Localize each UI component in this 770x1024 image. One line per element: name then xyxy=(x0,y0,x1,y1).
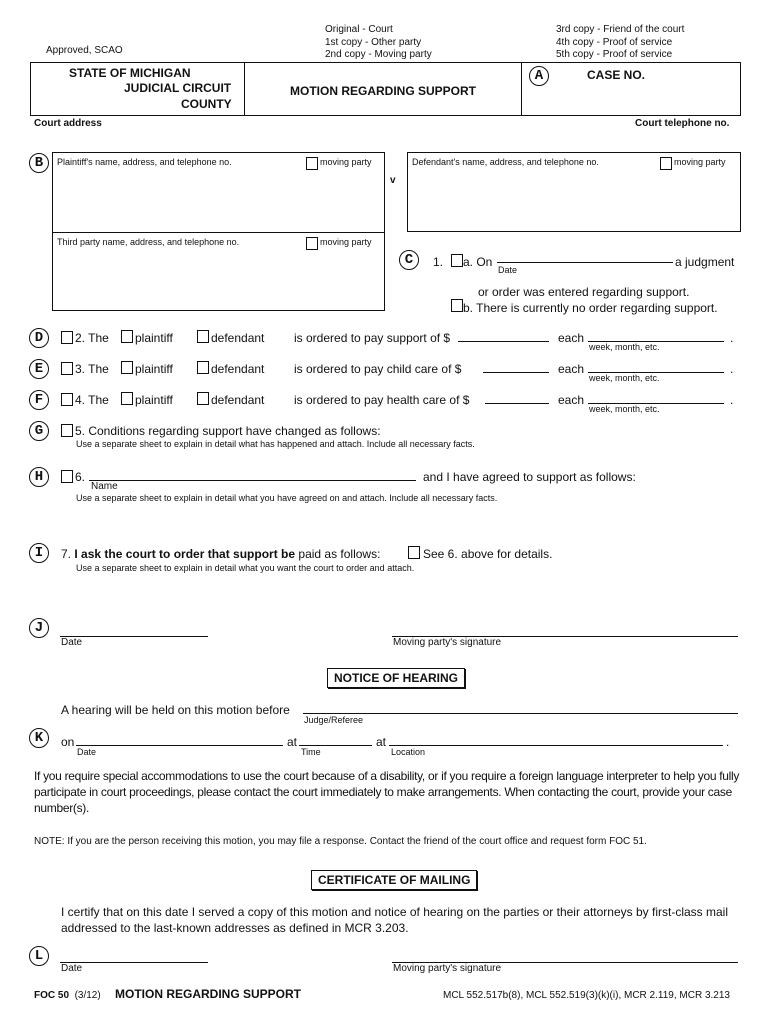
item7-see6-checkbox[interactable] xyxy=(408,546,420,559)
item3-defendant-checkbox[interactable] xyxy=(197,361,209,374)
copy-distribution-left: Original - Court 1st copy - Other party 2nd copy - Moving party xyxy=(325,24,432,60)
item6-name-caption: Name xyxy=(91,481,118,492)
item3-defendant-label: defendant xyxy=(211,362,265,376)
hearing-text: A hearing will be held on this motion before xyxy=(61,703,290,717)
footer-title: MOTION REGARDING SUPPORT xyxy=(115,987,302,1001)
signature1-date-caption: Date xyxy=(61,637,83,648)
item1a-date-field[interactable] xyxy=(497,262,673,263)
item6-number: 6. xyxy=(75,470,86,484)
hearing-judge-field[interactable] xyxy=(303,713,738,714)
hearing-time-field[interactable] xyxy=(299,745,372,746)
marker-g: G xyxy=(29,421,49,441)
signature1-signature-caption: Moving party's signature xyxy=(393,637,502,648)
county-label: COUNTY xyxy=(181,97,232,111)
marker-k: K xyxy=(29,728,49,748)
notice-of-hearing-heading: NOTICE OF HEARING xyxy=(327,668,465,688)
plaintiff-moving-checkbox[interactable] xyxy=(306,157,318,170)
case-no-label: CASE NO. xyxy=(587,68,646,82)
item7-note: Use a separate sheet to explain in detail what you want the court to order and attach. xyxy=(76,563,415,573)
signature1-date-field[interactable] xyxy=(60,636,208,637)
hearing-on-label: on xyxy=(61,735,75,749)
versus-label: v xyxy=(390,175,396,186)
item5-checkbox[interactable] xyxy=(61,424,73,437)
hearing-at-location-label: at xyxy=(376,735,387,749)
item1a-label: a. On xyxy=(463,255,493,269)
marker-f: F xyxy=(29,390,49,410)
item3-amount-field[interactable] xyxy=(483,372,549,373)
mailing-signature-caption: Moving party's signature xyxy=(393,963,502,974)
item1b-checkbox[interactable] xyxy=(451,299,463,312)
item3-period-caption: week, month, etc. xyxy=(589,373,660,383)
mailing-text: I certify that on this date I served a copy of this motion and notice of hearing on the parties or their attorneys by first-class mail addressed to the last-known addresses as defined in MCR 3.203. xyxy=(61,905,728,935)
item6-text: and I have agreed to support as follows: xyxy=(423,470,636,484)
hearing-time-caption: Time xyxy=(301,747,321,757)
item6-checkbox[interactable] xyxy=(61,470,73,483)
hearing-location-field[interactable] xyxy=(389,745,723,746)
item4-defendant-checkbox[interactable] xyxy=(197,392,209,405)
item1b-text: b. There is currently no order regarding support. xyxy=(463,301,718,315)
item1a-judgment-text: a judgment xyxy=(675,255,735,269)
approved-text: Approved, SCAO xyxy=(46,45,123,56)
item2-defendant-checkbox[interactable] xyxy=(197,330,209,343)
item2-plaintiff-checkbox[interactable] xyxy=(121,330,133,343)
item2-amount-field[interactable] xyxy=(458,341,549,342)
item1-number: 1. xyxy=(433,255,444,269)
item2-checkbox[interactable] xyxy=(61,331,73,344)
marker-d: D xyxy=(29,328,49,348)
item1a-date-caption: Date xyxy=(498,265,518,275)
third-party-moving-checkbox[interactable] xyxy=(306,237,318,250)
item7-see6-label: See 6. above for details. xyxy=(423,547,553,561)
defendant-label: Defendant's name, address, and telephone no. xyxy=(412,157,599,167)
marker-j: J xyxy=(29,618,49,638)
item1a-checkbox[interactable] xyxy=(451,254,463,267)
marker-l: L xyxy=(29,946,49,966)
item4-each: each xyxy=(558,393,585,407)
item2-label: 2. The xyxy=(75,331,109,345)
item2-period-caption: week, month, etc. xyxy=(589,342,660,352)
hearing-date-field[interactable] xyxy=(76,745,283,746)
accommodations-text: If you require special accommodations to use the court because of a disability, or if you require a foreign language interpreter to help you fully participate in court proceedings, please contact the court immediately to make arrangements. When contacting the court, provide your case number(s). xyxy=(34,769,740,815)
marker-i: I xyxy=(29,543,49,563)
form-title: MOTION REGARDING SUPPORT xyxy=(290,84,477,98)
marker-c: C xyxy=(399,250,419,270)
item3-checkbox[interactable] xyxy=(61,362,73,375)
item7-text: 7. I ask the court to order that support be paid as follows: xyxy=(61,547,381,561)
item6-name-field[interactable] xyxy=(89,480,416,481)
item5-text: 5. Conditions regarding support have changed as follows: xyxy=(75,424,381,438)
item4-plaintiff-checkbox[interactable] xyxy=(121,392,133,405)
hearing-date-caption: Date xyxy=(77,747,97,757)
plaintiff-label: Plaintiff's name, address, and telephone no. xyxy=(57,157,232,167)
footer-references: MCL 552.517b(8), MCL 552.519(3)(k)(i), MCR 2.119, MCR 3.213 xyxy=(443,990,730,1001)
item2-plaintiff-label: plaintiff xyxy=(135,331,173,345)
third-party-label: Third party name, address, and telephone no. xyxy=(57,237,240,247)
plaintiff-moving-label: moving party xyxy=(320,157,372,167)
hearing-location-caption: Location xyxy=(391,747,426,757)
item4-checkbox[interactable] xyxy=(61,393,73,406)
item2-defendant-label: defendant xyxy=(211,331,265,345)
footer-form-id: FOC 50 (3/12) xyxy=(34,990,101,1001)
item3-text: is ordered to pay child care of $ xyxy=(294,362,462,376)
defendant-moving-label: moving party xyxy=(674,157,726,167)
copy-distribution-right: 3rd copy - Friend of the court 4th copy - Proof of service 5th copy - Proof of service xyxy=(556,24,685,60)
item3-label: 3. The xyxy=(75,362,109,376)
hearing-judge-caption: Judge/Referee xyxy=(304,715,364,725)
third-party-moving-label: moving party xyxy=(320,237,372,247)
item2-text: is ordered to pay support of $ xyxy=(294,331,451,345)
item1a-order-text: or order was entered regarding support. xyxy=(478,285,690,299)
item4-plaintiff-label: plaintiff xyxy=(135,393,173,407)
mailing-date-field[interactable] xyxy=(60,962,208,963)
item3-plaintiff-checkbox[interactable] xyxy=(121,361,133,374)
item2-each: each xyxy=(558,331,585,345)
marker-h: H xyxy=(29,467,49,487)
item3-each: each xyxy=(558,362,585,376)
item6-note: Use a separate sheet to explain in detail what you have agreed on and attach. Include all necessary facts. xyxy=(76,493,498,503)
certificate-of-mailing-heading: CERTIFICATE OF MAILING xyxy=(311,870,477,890)
item3-plaintiff-label: plaintiff xyxy=(135,362,173,376)
court-address-label: Court address xyxy=(34,118,102,129)
court-telephone-label: Court telephone no. xyxy=(635,118,730,129)
circuit-label: JUDICIAL CIRCUIT xyxy=(124,81,232,95)
marker-a: A xyxy=(529,66,549,86)
item4-amount-field[interactable] xyxy=(485,403,549,404)
state-label: STATE OF MICHIGAN xyxy=(69,66,191,80)
item4-label: 4. The xyxy=(75,393,109,407)
item4-text: is ordered to pay health care of $ xyxy=(294,393,470,407)
item4-period-caption: week, month, etc. xyxy=(589,404,660,414)
defendant-moving-checkbox[interactable] xyxy=(660,157,672,170)
item4-defendant-label: defendant xyxy=(211,393,265,407)
response-note: NOTE: If you are the person receiving this motion, you may file a response. Contact the friend of the court office and request form FOC 51. xyxy=(34,836,647,847)
marker-b: B xyxy=(29,153,49,173)
mailing-date-caption: Date xyxy=(61,963,83,974)
hearing-at-label: at xyxy=(287,735,298,749)
item5-note: Use a separate sheet to explain in detail what has happened and attach. Include all necessary facts. xyxy=(76,439,475,449)
marker-e: E xyxy=(29,359,49,379)
